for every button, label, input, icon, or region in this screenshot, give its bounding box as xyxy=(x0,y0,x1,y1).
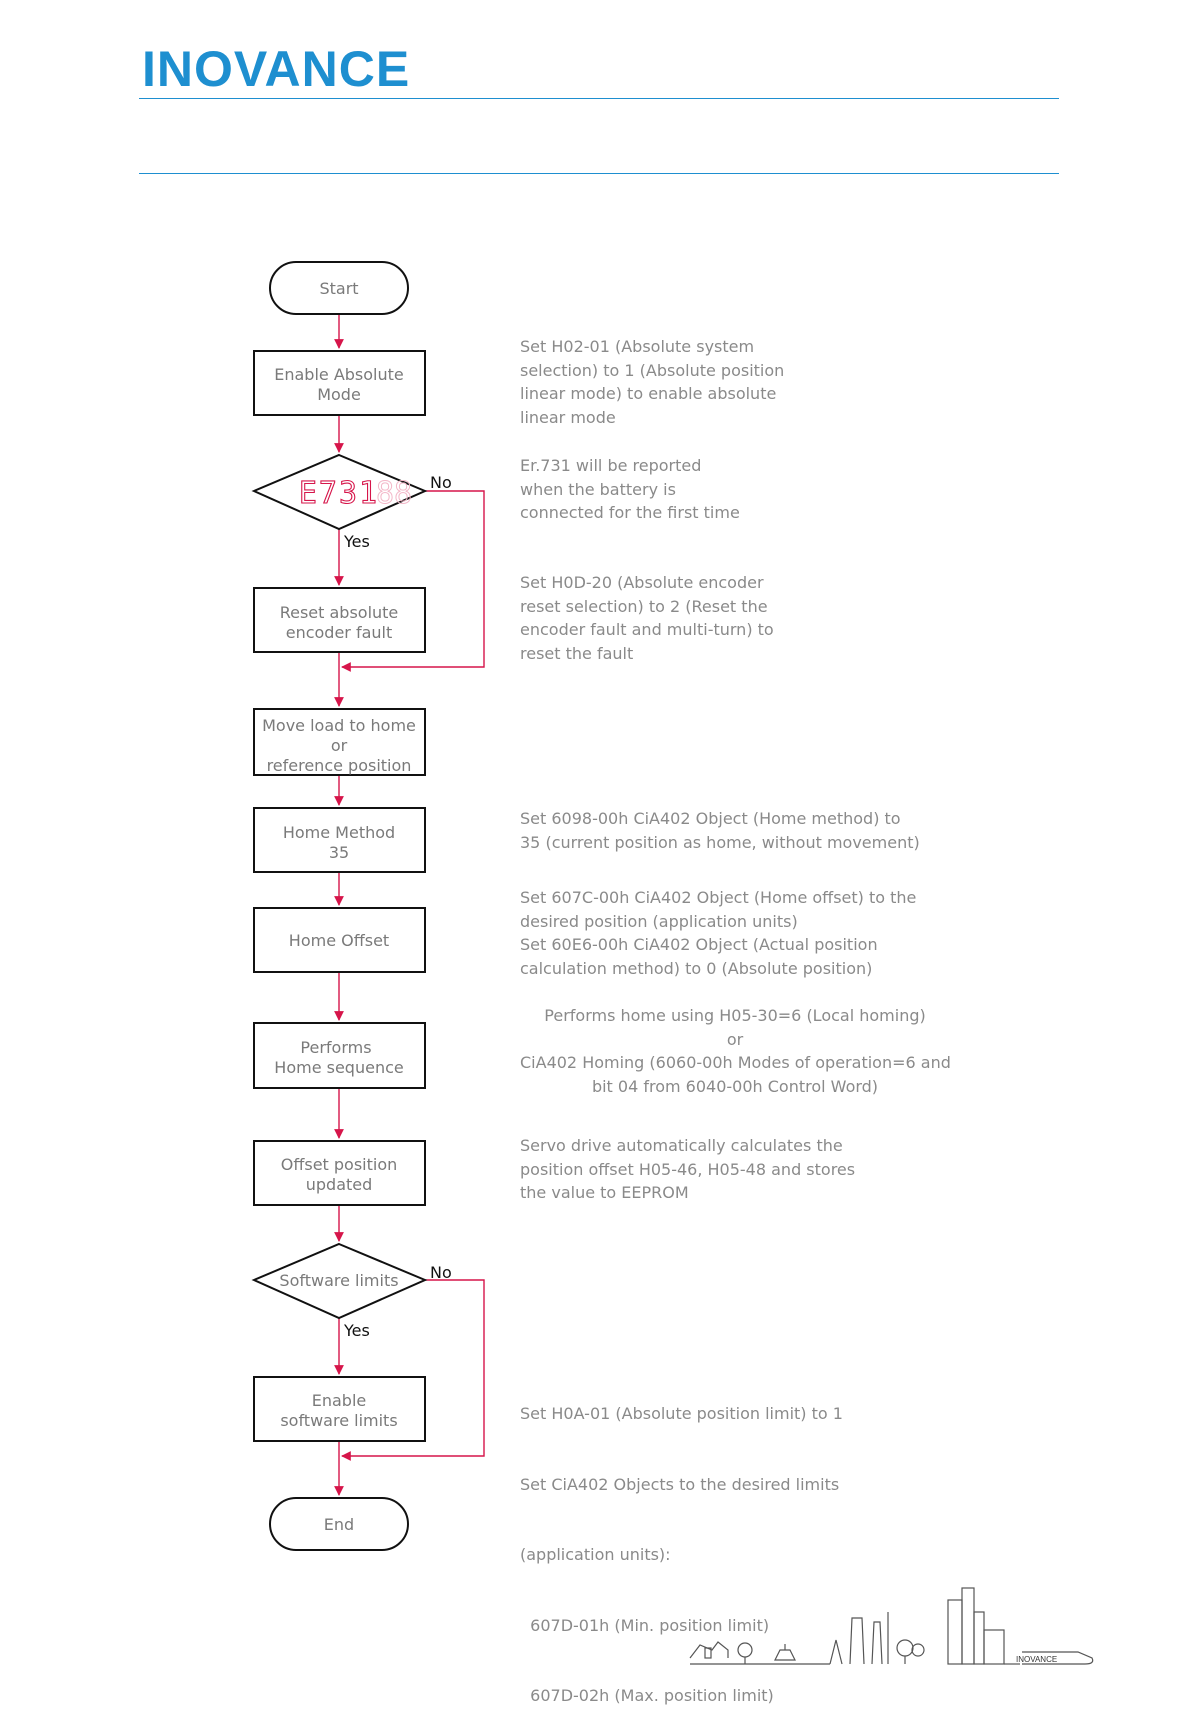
home-offset-box xyxy=(254,908,425,972)
enable-software-limits-box xyxy=(254,1377,425,1441)
blank-segment-digits-icon: 88 xyxy=(376,476,413,511)
reset-fault-line-1: Reset absolute xyxy=(279,603,399,622)
e731-segment-display: E731 xyxy=(298,476,380,511)
move-load-box xyxy=(254,709,425,775)
enable-absolute-mode-line-1: Enable Absolute xyxy=(274,365,404,384)
move-load-line-2: or xyxy=(330,736,348,755)
home-method-box xyxy=(254,808,425,872)
home-sequence-line-2: Home sequence xyxy=(274,1058,404,1077)
note-software-limits: Set H0A-01 (Absolute position limit) to 1 Set CiA402 Objects to the desired limits (application units): 607D-01h (Min. position limit) 607D-02h (Max. position limit) xyxy=(520,1404,843,1705)
er731-decision xyxy=(254,455,425,529)
software-limits-label: Software limits xyxy=(279,1271,399,1290)
reset-fault-line-2: encoder fault xyxy=(285,623,393,642)
home-offset-label: Home Offset xyxy=(288,931,390,950)
yes-label-2: Yes xyxy=(344,1321,370,1340)
end-terminal xyxy=(270,1498,408,1550)
enable-limits-line-1: Enable xyxy=(311,1391,367,1410)
no-label-1: No xyxy=(430,473,452,492)
start-terminal xyxy=(270,262,408,314)
move-load-line-1: Move load to home xyxy=(262,716,416,735)
note-enable-absolute-mode: Set H02-01 (Absolute system selection) to 1 (Absolute position linear mode) to enable absolute linear mode xyxy=(520,337,785,427)
note-home-sequence: Performs home using H05-30=6 (Local homing) or CiA402 Homing (6060-00h Modes of operation=6 and bit 04 from 6040-00h Control Word) xyxy=(520,1006,951,1096)
note-home-method: Set 6098-00h CiA402 Object (Home method) to 35 (current position as home, without movement) xyxy=(520,809,920,852)
home-sequence-box xyxy=(254,1023,425,1088)
enable-limits-line-2: software limits xyxy=(280,1411,398,1430)
software-limits-decision xyxy=(254,1244,425,1318)
note-offset-updated: Servo drive automatically calculates the position offset H05-46, H05-48 and stores the value to EEPROM xyxy=(520,1136,856,1202)
note-reset-fault: Set H0D-20 (Absolute encoder reset selection) to 2 (Reset the encoder fault and multi-turn) to reset the fault xyxy=(520,573,774,663)
enable-absolute-mode-box xyxy=(254,351,425,415)
home-sequence-line-1: Performs xyxy=(300,1038,372,1057)
note-er731: Er.731 will be reported when the battery is connected for the first time xyxy=(520,456,740,522)
start-label: Start xyxy=(319,279,359,298)
end-label: End xyxy=(323,1515,355,1534)
footer-brand: INOVANCE xyxy=(1016,1655,1058,1664)
offset-updated-line-2: updated xyxy=(305,1175,373,1194)
move-load-line-3: reference position xyxy=(266,756,412,775)
home-method-line-1: Home Method xyxy=(282,823,396,842)
offset-updated-line-1: Offset position xyxy=(280,1155,398,1174)
enable-absolute-mode-line-2: Mode xyxy=(317,385,361,404)
offset-updated-box xyxy=(254,1141,425,1205)
home-method-line-2: 35 xyxy=(328,843,350,862)
inovance-logo: INOVANCE xyxy=(142,41,411,97)
reset-encoder-fault-box xyxy=(254,588,425,652)
yes-label-1: Yes xyxy=(344,532,370,551)
no-label-2: No xyxy=(430,1263,452,1282)
note-home-offset: Set 607C-00h CiA402 Object (Home offset) to the desired position (application units) Set 60E6-00h CiA402 Object (Actual position calculation method) to 0 (Absolute position) xyxy=(520,888,917,978)
